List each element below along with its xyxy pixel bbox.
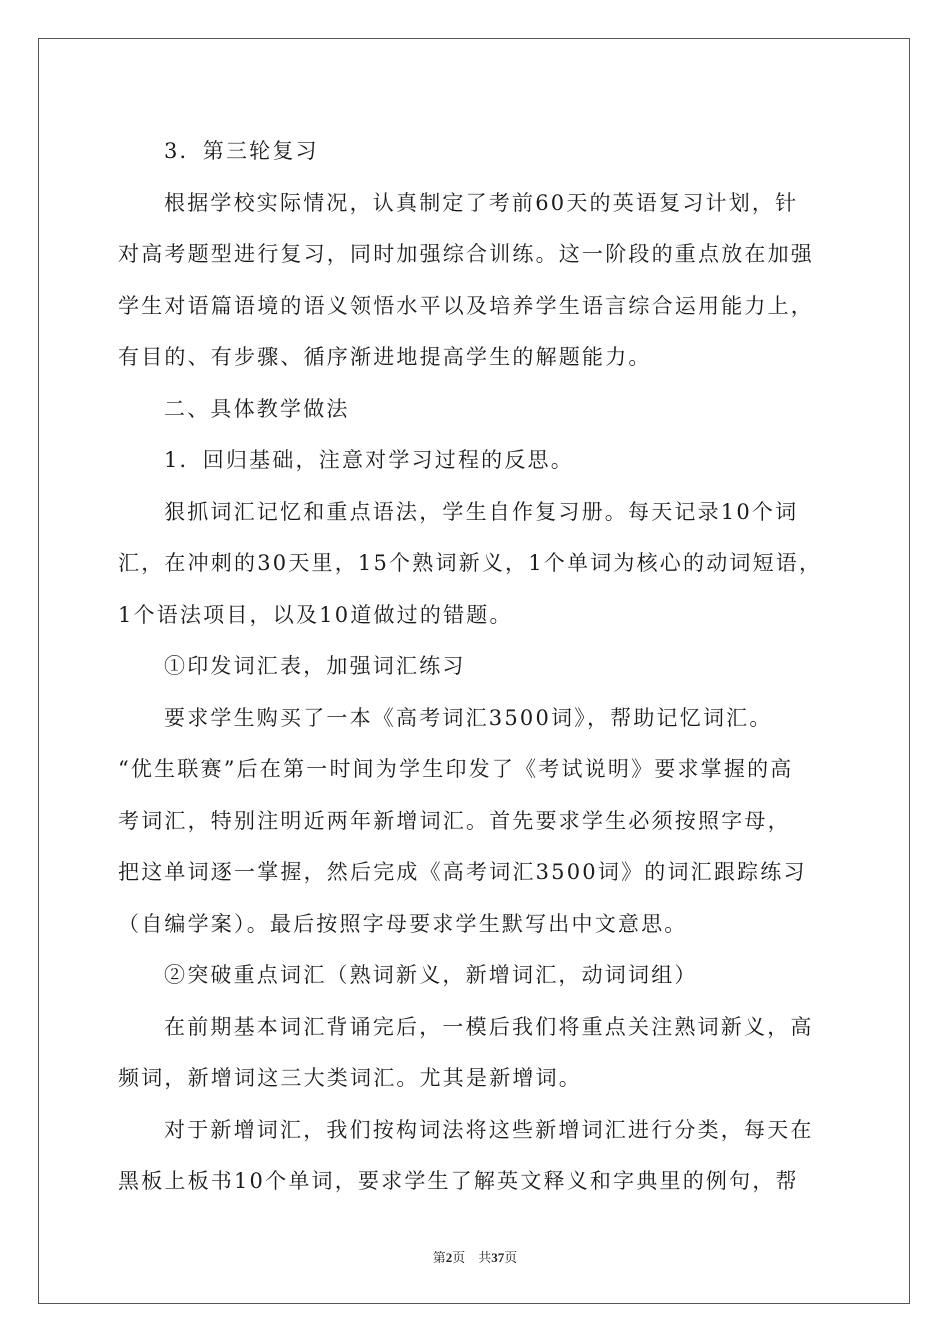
paragraph-line: 1个语法项目，以及10道做过的错题。 (118, 602, 513, 627)
footer-prefix: 第 (432, 1250, 446, 1265)
page-footer (0, 1247, 950, 1266)
item-heading: ②突破重点词汇（熟词新义，新增词汇，动词词组） (164, 963, 698, 987)
paragraph-line: 考词汇，特别注明近两年新增词汇。首先要求学生必须按照字母， (118, 808, 791, 833)
paragraph-line: 有目的、有步骤、循序渐进地提高学生的解题能力。 (118, 345, 652, 369)
footer-suffix: 页 (504, 1250, 518, 1265)
paragraph-line: 根据学校实际情况，认真制定了考前60天的英语复习计划，针 (164, 190, 799, 215)
paragraph-line: 学生对语篇语境的语义领悟水平以及培养学生语言综合运用能力上， (118, 293, 814, 318)
current-page-number: 2 (445, 1250, 453, 1265)
paragraph-line: “优生联赛”后在第一时间为学生印发了《考试说明》要求掌握的高 (118, 757, 794, 781)
subsection-heading: 1．回归基础，注意对学习过程的反思。 (164, 448, 574, 472)
paragraph-line: （自编学案）。最后按照字母要求学生默写出中文意思。 (118, 911, 688, 936)
paragraph-line: 频词，新增词这三大类词汇。尤其是新增词。 (118, 1066, 582, 1090)
section-heading: 二、具体教学做法 (164, 396, 350, 421)
paragraph-line: 对于新增词汇，我们按构词法将这些新增词汇进行分类，每天在 (164, 1117, 814, 1142)
paragraph-line: 把这单词逐一掌握，然后完成《高考词汇3500词》的词汇跟踪练习 (118, 860, 807, 884)
paragraph-line: 狠抓词汇记忆和重点语法，学生自作复习册。每天记录10个词 (164, 499, 799, 524)
paragraph-line: 汇，在冲刺的30天里，15个熟词新义，1个单词为核心的动词短语， (118, 551, 823, 575)
paragraph-line: 在前期基本词汇背诵完后，一模后我们将重点关注熟词新义，高 (164, 1014, 814, 1039)
total-page-count: 37 (491, 1250, 505, 1265)
footer-mid: 页 共 (452, 1250, 492, 1265)
paragraph-line: 对高考题型进行复习，同时加强综合训练。这一阶段的重点放在加强 (118, 242, 814, 266)
paragraph-line: 要求学生购买了一本《高考词汇3500词》，帮助记忆词汇。 (164, 705, 773, 730)
paragraph-line: 黑板上板书10个单词，要求学生了解英文释义和字典里的例句，帮 (118, 1169, 799, 1193)
section-heading: 3．第三轮复习 (164, 139, 319, 163)
item-heading: ①印发词汇表，加强词汇练习 (164, 654, 466, 678)
document-body (118, 126, 834, 1208)
